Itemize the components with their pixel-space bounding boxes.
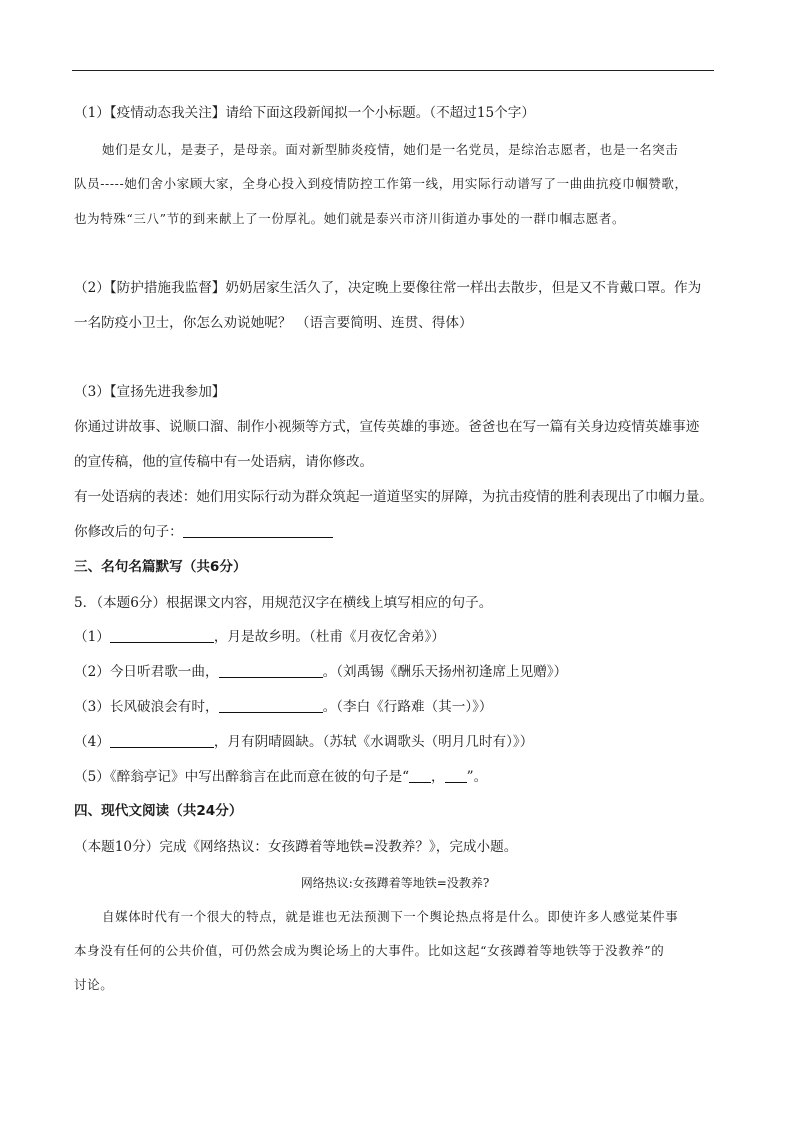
q4-3-line-2: 的宣传稿，他的宣传稿中有一处语病，请你修改。 (74, 454, 374, 470)
item-after: ，月是故乡明。（杜甫《月夜忆舍弟》） (213, 629, 445, 645)
item-num: （1） (74, 629, 110, 645)
passage-line-3: 讨论。 (74, 977, 114, 992)
fill-blank[interactable] (445, 770, 467, 783)
recite-item-4 (74, 733, 724, 751)
item-num: （3） (74, 699, 110, 715)
recite-item-3 (74, 698, 724, 716)
item-before: 今日听君歌一曲， (109, 664, 219, 680)
passage-line-2: 本身没有任何的公共价值，可仍然会成为舆论场上的大事件。比如这起“女孩蹲着等地铁等于没教养”的 (74, 943, 665, 958)
article-title: 网络热议:女孩蹲着等地铁=没教养? (300, 876, 490, 890)
q4-2-line-1: （2）【防护措施我监督】奶奶居家生活久了，决定晚上要像往常一样出去散步，但是又不肯戴口罩。作为 (74, 280, 702, 296)
item5-prefix: （5）《醉翁亭记》中写出醉翁言在此而意在彼的句子是“ (74, 769, 410, 785)
answer-blank[interactable] (183, 525, 333, 538)
news-line-3: 也为特殊“三八”节的到来献上了一份厚礼。她们就是泰兴市济川街道办事处的一群巾帼志愿者。 (74, 211, 626, 226)
item5-suffix: ”。 (466, 769, 488, 785)
recite-item-5 (74, 768, 724, 786)
fill-blank[interactable] (110, 735, 214, 748)
q4-3-answer (74, 523, 724, 541)
item-after: 。（刘禹锡《酬乐天扬州初逢席上见赠》） (322, 664, 568, 680)
fill-blank[interactable] (110, 630, 214, 643)
header-rule (72, 70, 714, 71)
fill-blank[interactable] (409, 770, 431, 783)
news-line-1: 她们是女儿，是妻子，是母亲。面对新型肺炎疫情，她们是一名党员，是综治志愿者，也是一名突击 (102, 142, 679, 157)
section3-question: 5．（本题6分）根据课文内容，用规范汉字在横线上填写相应的句子。 (74, 595, 493, 611)
recite-item-1 (74, 628, 724, 646)
q4-3-line-3: 有一处语病的表述：她们用实际行动为群众筑起一道道坚实的屏障，为抗击疫情的胜利表现出了巾帼力量。 (74, 489, 713, 505)
fill-blank[interactable] (219, 665, 323, 678)
item5-sep: ， (431, 769, 445, 785)
item-num: （4） (74, 734, 110, 750)
fill-blank[interactable] (219, 700, 323, 713)
item-before: 长风破浪会有时， (109, 699, 219, 715)
section3-title: 三、名句名篇默写（共6分） (74, 559, 247, 575)
q4-1-prompt: （1）【疫情动态我关注】请给下面这段新闻拟一个小标题。（不超过15个字） (74, 105, 535, 121)
q4-2-line-2: 一名防疫小卫士，你怎么劝说她呢？ （语言要简明、连贯、得体） (74, 315, 473, 331)
news-line-2: 队员-----她们舍小家顾大家，全身心投入到疫情防控工作第一线，用实际行动谱写了一曲曲抗疫巾帼赞歌， (74, 176, 688, 191)
section4-title: 四、现代文阅读（共24分） (74, 803, 243, 819)
passage-line-1: 自媒体时代有一个很大的特点，就是谁也无法预测下一个舆论热点将是什么。即使许多人感觉某件事 (102, 909, 679, 924)
q4-3-heading: （3）【宣扬先进我参加】 (74, 384, 226, 400)
item-after: 。（李白《行路难（其一）》） (322, 699, 493, 715)
item-after: ，月有阴晴圆缺。（苏轼《水调歌头（明月几时有）》） (213, 734, 534, 750)
q4-3-line-1: 你通过讲故事、说顺口溜、制作小视频等方式，宣传英雄的事迹。爸爸也在写一篇有关身边疫情英雄事迹 (74, 419, 700, 435)
section4-intro: （本题10分）完成《网络热议：女孩蹲着等地铁=没教养？》，完成小题。 (74, 839, 518, 855)
item-num: （2） (74, 664, 110, 680)
answer-label: 你修改后的句子： (74, 524, 183, 540)
recite-item-2 (74, 663, 724, 681)
